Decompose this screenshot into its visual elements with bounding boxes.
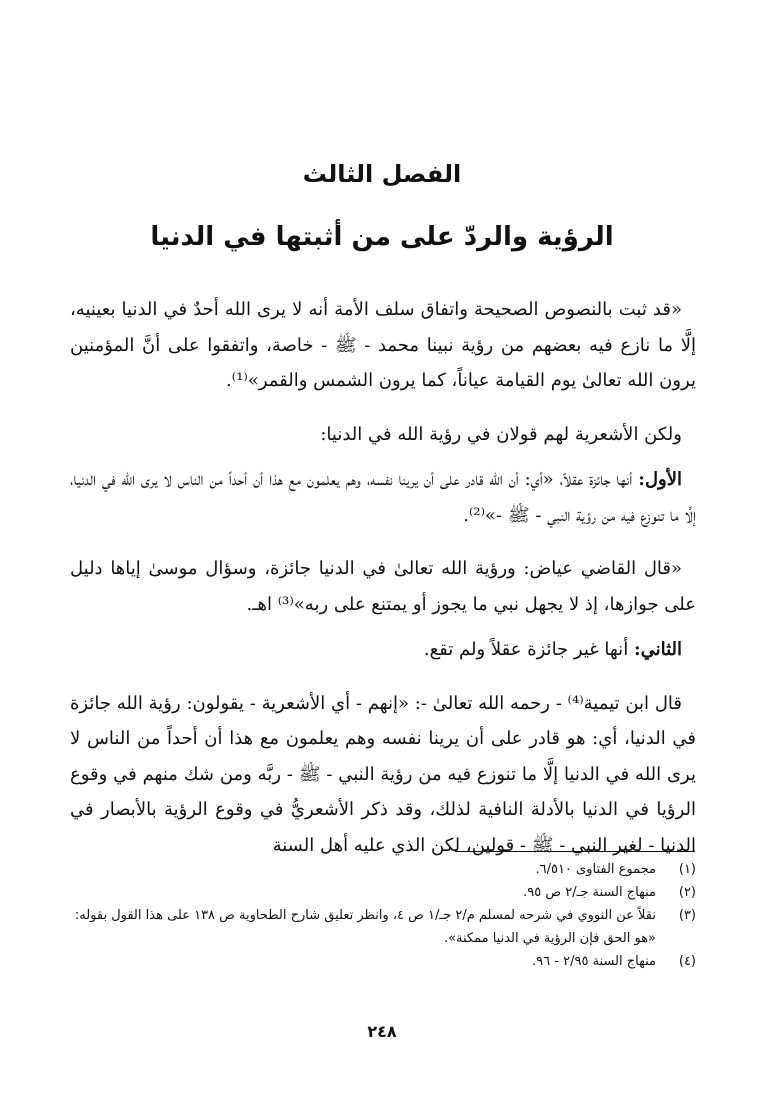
footnote-item [70,950,696,973]
paragraph-ibn-taymiyya: قال ابن تيمية⁽⁴⁾ - رحمه الله تعالىٰ -: «إنهم - أي الأشعرية - يقولون: رؤية الله جائزة في الدنيا، أي: هو قادر على أن يرينا نفسه وهم يعلمون مع هذا أن أحداً من الناس لا يرى الله في الدنيا إلَّا ما تنوزع فيه من رؤية النبي - ﷺ - ربَّه ومن شك منهم في وقوع الرؤيا في الدنيا بالأدلة النافية لذلك، وقد ذكر الأشعريُّ في وقوع الرؤية بالأبصار في الدنيا - لغير النبي - ﷺ - قولين، لكن الذي عليه أهل السنة [70,692,696,856]
footnote-item [70,904,696,950]
first-opinion-label: الأول: [638,469,682,490]
paragraph-qadi-iyad: «قال القاضي عياض: ورؤية الله تعالىٰ في الدنيا جائزة، وسؤال موسىٰ إياها دليل على جوازها، إذ لا يجهل نبي ما يجوز أو يمتنع على ربه»⁽³⁾ اهـ. [70,558,696,615]
paragraph-two-opinions: ولكن الأشعرية لهم قولان في رؤية الله في الدنيا: [320,423,682,445]
footnote-text: نقلاً عن النووي في شرحه لمسلم م/٢ جـ/١ ص ٤، وانظر تعليق شارح الطحاوية ص ١٣٨ على هذا القول بقوله: «هو الحق فإن الرؤية في الدنيا ممكنة». [74,908,656,946]
footnote-number: (١) [678,862,696,877]
page-number: ٢٤٨ [367,1022,397,1041]
footnote-number: (٢) [678,885,696,900]
second-opinion-label: الثاني: [633,639,682,660]
footnotes [70,858,696,973]
body-text [70,292,696,881]
footnote-text: منهاج السنة ٢/٩٥ - ٩٦. [532,954,656,969]
paragraph-quote-consensus: «قد ثبت بالنصوص الصحيحة واتفاق سلف الأمة أنه لا يرى الله أحدٌ في الدنيا بعينيه، إلَّا ما نازع فيه بعضهم من رؤية نبينا محمد - ﷺ - خاصة، واتفقوا على أنَّ المؤمنين يرون الله تعالىٰ يوم القيامة عياناً، كما يرون الشمس والقمر»⁽¹⁾. [70,299,696,391]
first-opinion-text: أنها جائزة عقلاً، «أي: أن الله قادر على أن يرينا نفسه، وهم يعلمون مع هذا أن أحداً من الناس لا يرى الله في الدنيا، إلَّا ما تنوزع فيه من رؤية النبي - ﷺ -»⁽²⁾. [70,469,696,526]
footnote-item [70,881,696,904]
paragraph-first-opinion [70,462,696,533]
footnote-text: منهاج السنة جـ/٢ ص ٩٥. [523,885,656,900]
second-opinion-text: أنها غير جائزة عقلاً ولم تقع. [423,639,629,660]
footnote-divider [455,851,695,852]
chapter-title: الرؤية والردّ على من أثبتها في الدنيا [150,222,614,252]
footnote-number: (٤) [678,954,696,969]
paragraph-second-opinion [70,632,696,668]
footnote-number: (٣) [678,908,696,923]
chapter-label: الفصل الثالث [302,160,462,188]
footnote-text: مجموع الفتاوى ٦/٥١٠. [535,862,656,877]
footnote-item [70,858,696,881]
